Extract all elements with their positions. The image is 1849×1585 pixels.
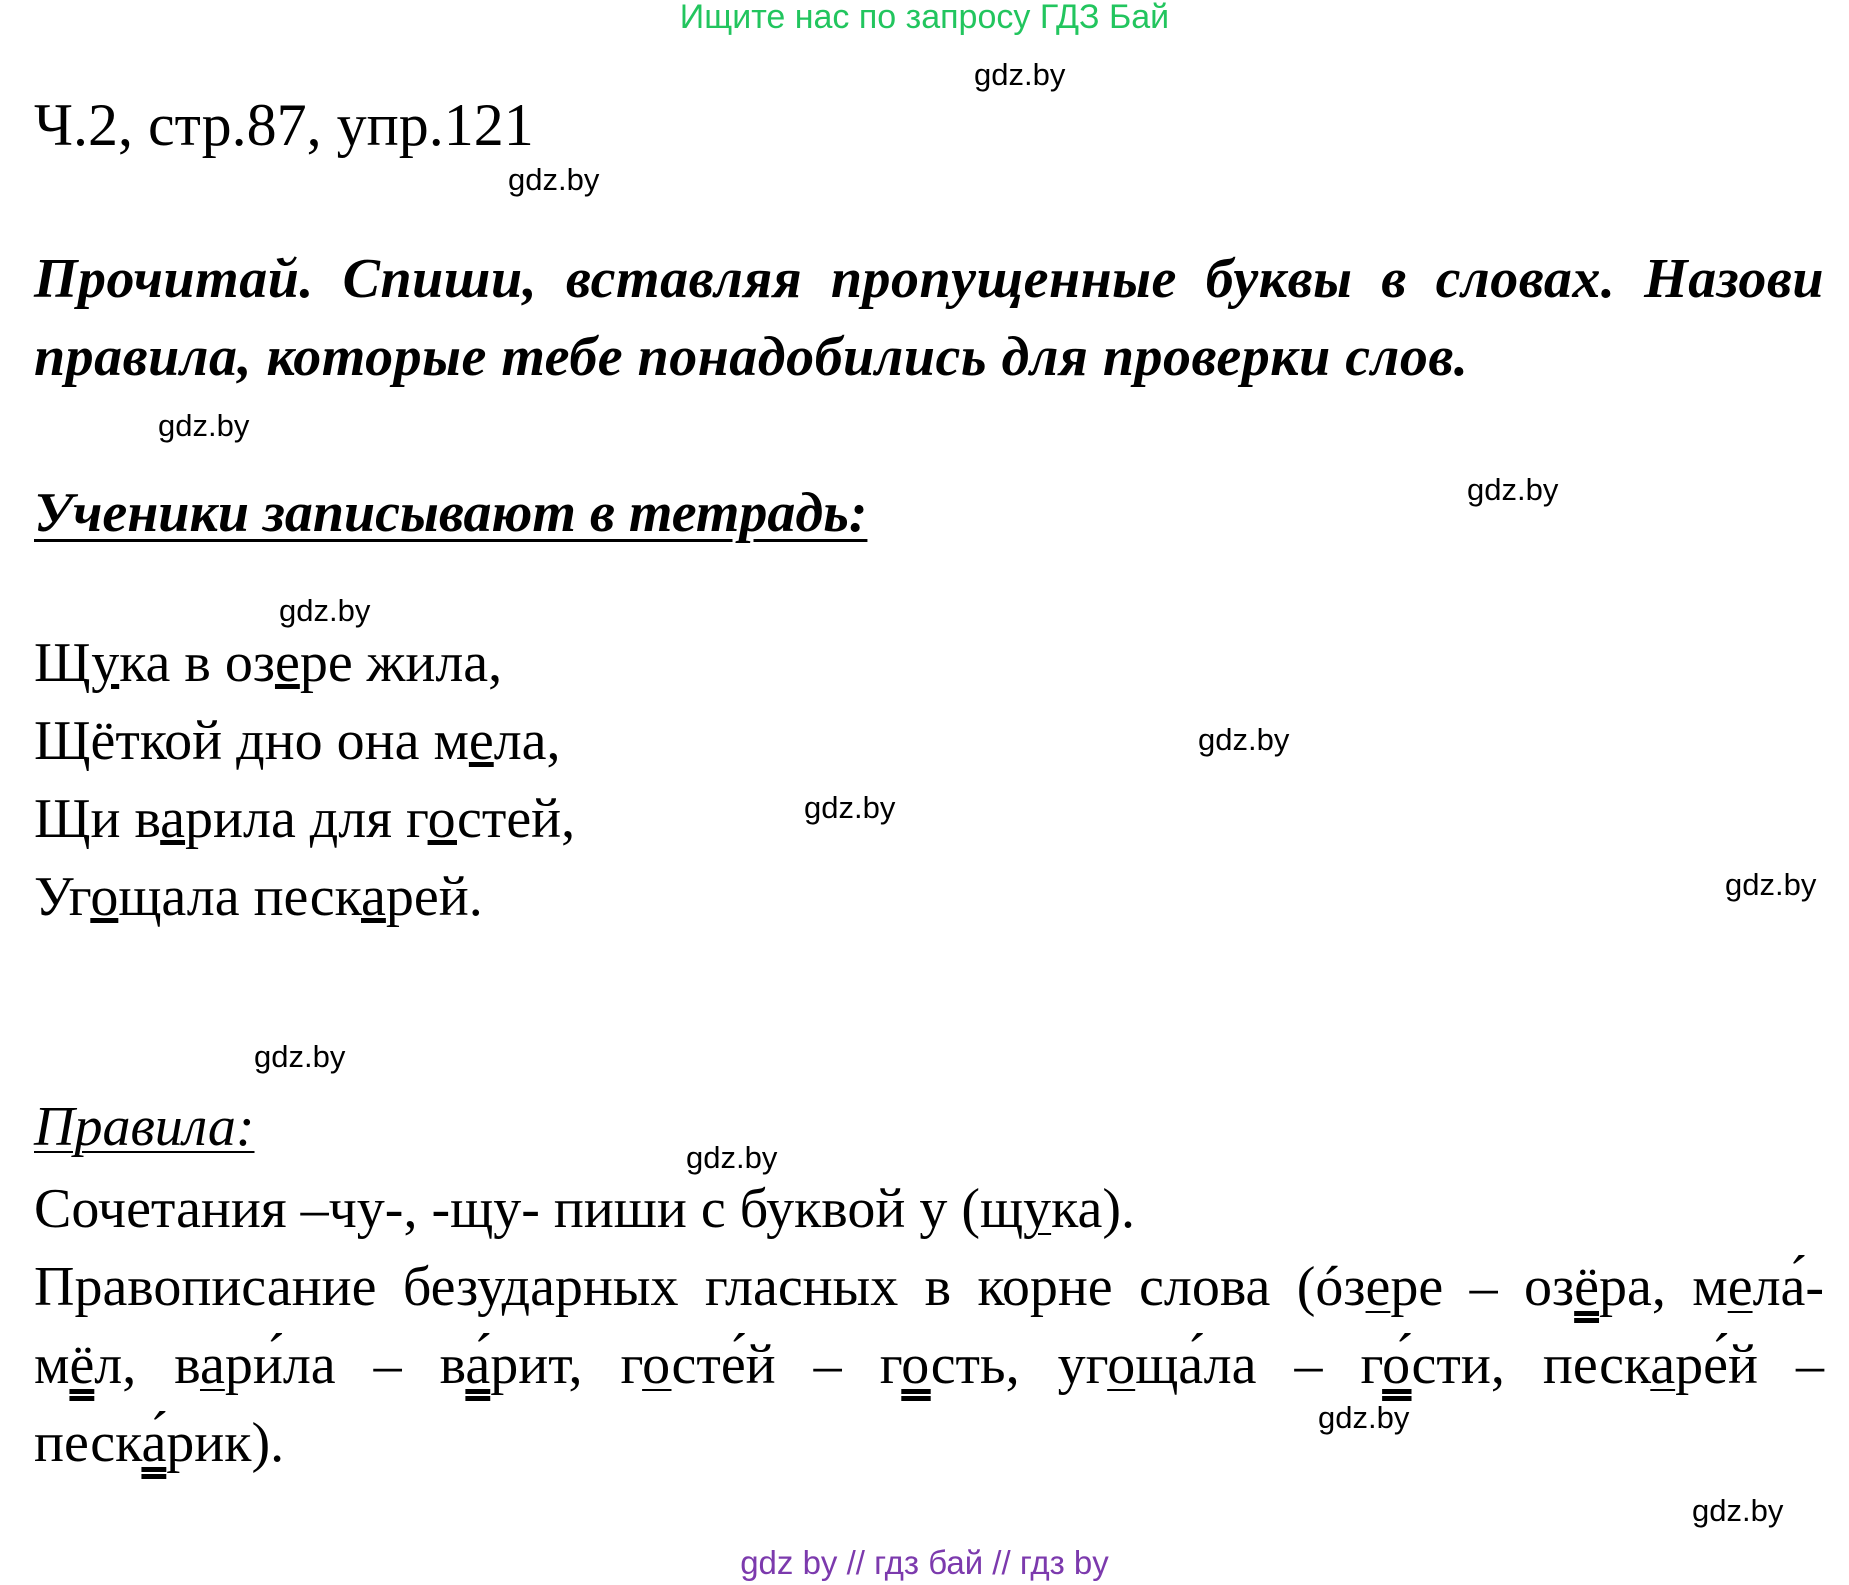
text: рит, г [490,1334,643,1396]
text: рей. [385,866,483,928]
text: Уг [34,866,91,928]
text: Правописание безударных гласных в корне слова (óз [34,1256,1366,1318]
inserted-letter: а [361,866,386,928]
text: Щи в [34,788,161,850]
text: щала песк [118,866,362,928]
rules-heading: Правила: [34,1096,255,1158]
text: ра, м [1599,1256,1728,1318]
checking-letter: о́ [1382,1334,1412,1396]
text: Щ [34,632,92,694]
poem-line-4 [34,862,483,932]
text: песк [34,1412,142,1474]
checking-letter: о [901,1334,931,1396]
text: Сочетания –чу-, -щу- пиши с буквой у (щ [34,1178,1024,1240]
inserted-letter: а [199,1334,225,1396]
watermark: gdz.by [1467,472,1559,507]
exercise-reference: Ч.2, стр.87, упр.121 [34,92,534,158]
text: сте́й – г [671,1334,902,1396]
inserted-letter: а [160,788,186,850]
text: ла, [493,710,561,772]
text: рила для г [185,788,428,850]
watermark: gdz.by [1318,1400,1410,1435]
watermark: gdz.by [254,1039,346,1074]
poem-line-2 [34,706,561,776]
watermark: gdz.by [1725,867,1817,902]
task-instruction-line-2: правила, которые тебе понадобились для проверки слов. [34,326,1469,388]
checking-letter: ё [69,1334,95,1396]
watermark: gdz.by [1692,1493,1784,1528]
inserted-letter: е [1365,1256,1391,1318]
text: м [34,1334,70,1396]
text: сть, уг [930,1334,1108,1396]
text: рик). [166,1412,285,1474]
text: ка в оз [119,632,275,694]
text: ре́й – [1675,1334,1824,1396]
notebook-heading: Ученики записывают в тетрадь: [34,482,868,544]
inserted-letter: у [1023,1178,1052,1240]
text: Щёткой дно она м [34,710,469,772]
inserted-letter: у [91,632,120,694]
poem-line-1 [34,628,502,698]
watermark: gdz.by [804,790,896,825]
task-instruction-line-1: Прочитай. Спиши, вставляя пропущенные буквы в словах. Назови [34,248,1824,310]
poem-line-3 [34,784,575,854]
watermark: gdz.by [158,408,250,443]
footer-links: gdz by // гдз бай // гдз by [740,1544,1109,1581]
text: ща́ла – г [1135,1334,1383,1396]
rule-2-line-3 [34,1404,1824,1482]
watermark: gdz.by [686,1140,778,1175]
rule-1 [34,1170,1824,1248]
watermark: gdz.by [279,593,371,628]
watermark: gdz.by [508,162,600,197]
checking-letter: а́ [141,1412,167,1474]
watermark: gdz.by [974,57,1066,92]
checking-letter: а́ [465,1334,491,1396]
checking-letter: ё [1574,1256,1600,1318]
text: л, в [94,1334,200,1396]
search-hint-banner: Ищите нас по запросу ГДЗ Бай [679,0,1170,36]
inserted-letter: е [274,632,300,694]
inserted-letter: о [1107,1334,1136,1396]
inserted-letter: о [427,788,457,850]
text: ри́ла – в [224,1334,466,1396]
rule-2-line-2 [34,1326,1824,1404]
inserted-letter: а [1650,1334,1676,1396]
inserted-letter: о [642,1334,672,1396]
watermark: gdz.by [1198,722,1290,757]
text: ре – оз [1390,1256,1575,1318]
text: стей, [456,788,576,850]
text: сти, песк [1411,1334,1651,1396]
rule-2-line-1 [34,1248,1824,1326]
inserted-letter: е [1727,1256,1753,1318]
text: ре жила, [299,632,503,694]
inserted-letter: о [90,866,119,928]
text: ка). [1051,1178,1135,1240]
inserted-letter: е [468,710,494,772]
text: ла́- [1752,1256,1825,1318]
